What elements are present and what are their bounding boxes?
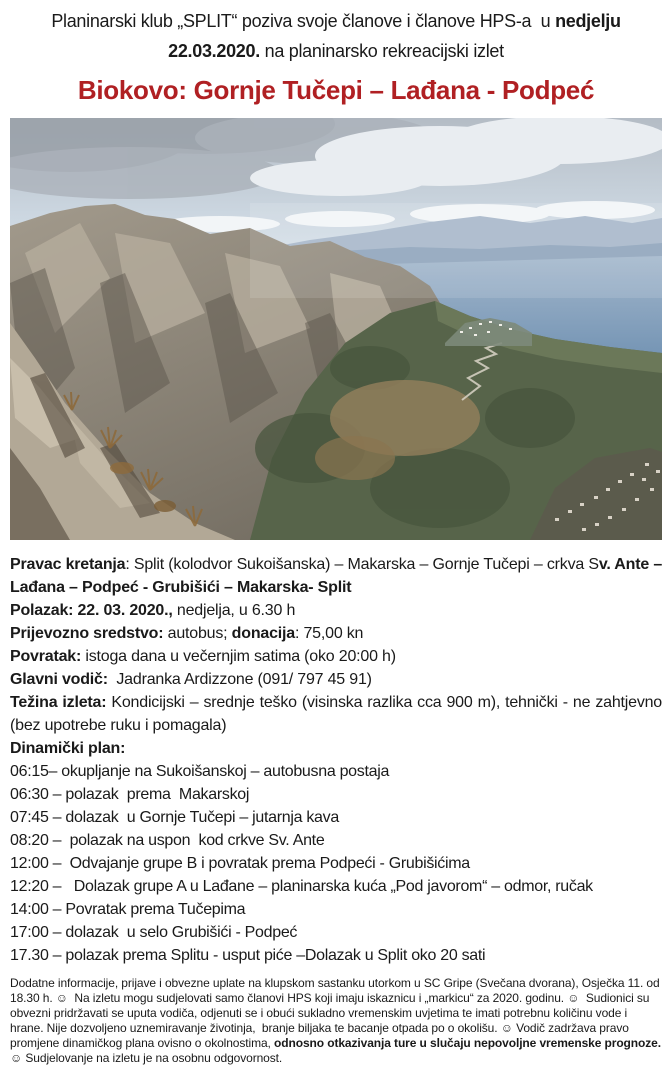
intro-line-1-text: Planinarski klub „SPLIT“ poziva svoje članove i članove HPS-a u bbox=[51, 11, 556, 31]
schedule-item: 08:20 – polazak na uspon kod crkve Sv. Ante bbox=[10, 832, 325, 849]
transport-info: Prijevozno sredstvo: autobus; donacija: 75,00 kn bbox=[10, 625, 364, 642]
return-info: Povratak: istoga dana u večernjim satima (oko 20:00 h) bbox=[10, 648, 396, 665]
difficulty-info: Težina izleta: Kondicijski – srednje teško (visinska razlika cca 900 m), tehnički - ne zahtjevno (bez upotrebe ruku i pomagala) bbox=[10, 694, 663, 734]
schedule-item: 07:45 – dolazak u Gornje Tučepi – jutarnja kava bbox=[10, 809, 339, 826]
intro-line-2-text: na planinarsko rekreacijski izlet bbox=[259, 41, 504, 61]
trip-title: Biokovo: Gornje Tučepi – Lađana - Podpeć bbox=[77, 75, 595, 105]
schedule-list bbox=[10, 760, 662, 967]
schedule-item: 14:00 – Povratak prema Tučepima bbox=[10, 901, 246, 918]
flyer-header bbox=[10, 6, 662, 107]
haze-overlay bbox=[250, 203, 662, 298]
intro-line-2-bold: 22.03.2020. bbox=[168, 41, 260, 61]
intro-line-1 bbox=[10, 6, 662, 36]
departure-info: Polazak: 22. 03. 2020., nedjelja, u 6.30 h bbox=[10, 602, 296, 619]
guide-info: Glavni vodič: Jadranka Ardizzone (091/ 797 45 91) bbox=[10, 671, 372, 688]
mountain-photo-graphic bbox=[10, 118, 662, 540]
footer-notes: Dodatne informacije, prijave i obvezne uplate na klupskom sastanku utorkom u SC Gripe (Svečana dvorana), Osječka 11. od 18.30 h. ☺ Na izletu mogu sudjelovati samo članovi HPS koji imaju iskaznicu i „markicu“ za 2020. godinu. ☺ Sudionici su obvezni pridržavati se uputa vodiča, odjenuti se i obući sukladno vremenskim uvjetima te imati potrebnu količinu vode i hrane. Nije dozvoljeno uznemiravanje životinja, branje biljaka te bacanje otpada po o okolišu. ☺ Vodič zadržava pravo promjene dinamičkog plana ovisno o okolnostima, odnosno otkazivanja ture u slučaju nepovoljne vremenske prognoze. ☺ Sudjelovanje na izletu je na osobnu odgovornost. bbox=[10, 976, 665, 1065]
route-info: Pravac kretanja: Split (kolodvor Sukoišanska) – Makarska – Gornje Tučepi – crkva Sv. Ante – Lađana – Podpeć - Grubišići – Makarska- Split bbox=[10, 556, 663, 596]
schedule-item: 12:20 – Dolazak grupe A u Lađane – planinarska kuća „Pod javorom“ – odmor, ručak bbox=[10, 878, 593, 895]
trip-details bbox=[10, 553, 662, 967]
schedule-item: 06:30 – polazak prema Makarskoj bbox=[10, 786, 250, 803]
schedule-item: 17:00 – dolazak u selo Grubišići - Podpeć bbox=[10, 924, 298, 941]
schedule-item: 17.30 – polazak prema Splitu - usput piće –Dolazak u Split oko 20 sati bbox=[10, 947, 486, 964]
mountain-photo bbox=[10, 118, 662, 540]
intro-line-1-bold: nedjelju bbox=[555, 11, 621, 31]
schedule-heading: Dinamički plan: bbox=[10, 740, 126, 757]
intro-line-2 bbox=[10, 36, 662, 66]
schedule-item: 06:15– okupljanje na Sukoišanskoj – autobusna postaja bbox=[10, 763, 390, 780]
schedule-item: 12:00 – Odvajanje grupe B i povratak prema Podpeći - Grubišićima bbox=[10, 855, 470, 872]
